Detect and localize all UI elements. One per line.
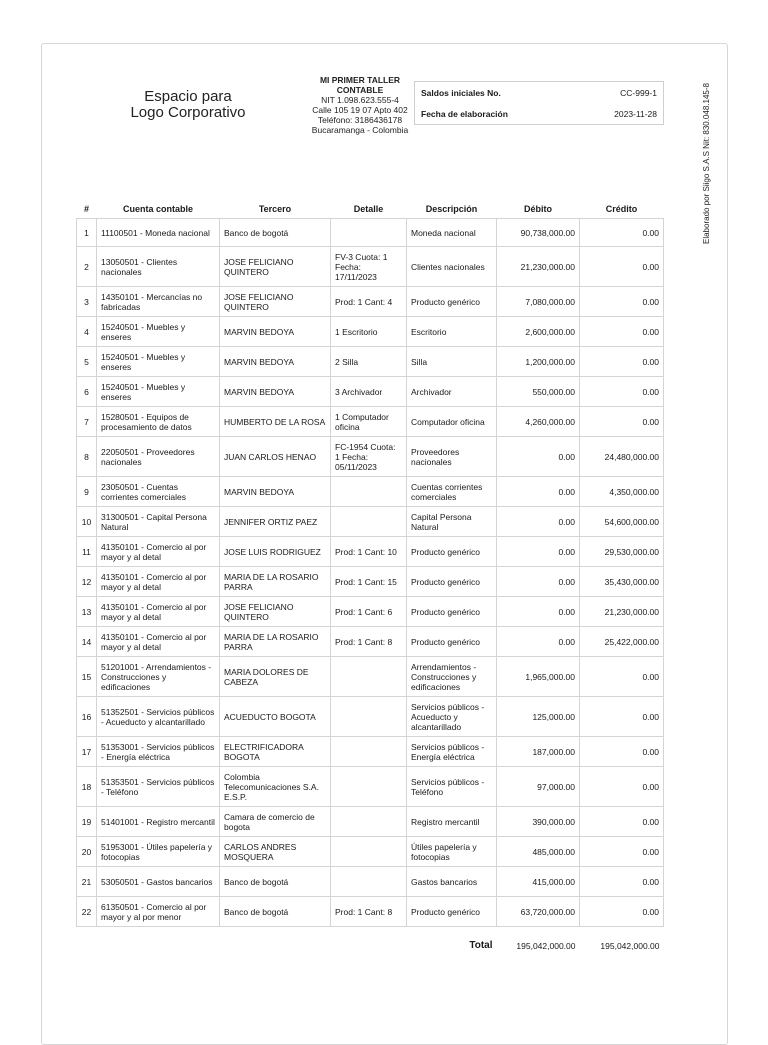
cell-debit: 90,738,000.00 [497, 219, 580, 247]
logo-line-2: Logo Corporativo [130, 104, 246, 121]
ledger-table [76, 200, 664, 952]
cell-index: 9 [77, 477, 97, 507]
cell-detail: 1 Escritorio [331, 317, 407, 347]
cell-debit: 0.00 [497, 477, 580, 507]
cell-description: Computador oficina [407, 407, 497, 437]
cell-credit: 4,350,000.00 [580, 477, 664, 507]
cell-third-party: Banco de bogotá [220, 867, 331, 897]
header-credit: Crédito [605, 204, 638, 214]
cell-credit: 0.00 [580, 837, 664, 867]
cell-debit: 2,600,000.00 [497, 317, 580, 347]
cell-index: 7 [77, 407, 97, 437]
cell-debit: 390,000.00 [497, 807, 580, 837]
cell-account: 15240501 - Muebles y enseres [97, 347, 220, 377]
table-row [77, 507, 664, 537]
cell-account: 41350101 - Comercio al por mayor y al detal [97, 567, 220, 597]
cell-debit: 63,720,000.00 [497, 897, 580, 927]
cell-third-party: ACUEDUCTO BOGOTA [220, 697, 331, 737]
cell-description: Producto genérico [407, 567, 497, 597]
cell-detail [331, 219, 407, 247]
table-row [77, 347, 664, 377]
cell-third-party: JUAN CARLOS HENAO [220, 437, 331, 477]
doc-number-value: CC-999-1 [620, 87, 657, 98]
cell-debit: 0.00 [497, 437, 580, 477]
table-row [77, 567, 664, 597]
header-debit: Débito [524, 204, 552, 214]
cell-description: Producto genérico [407, 897, 497, 927]
header-detail: Detalle [353, 204, 384, 214]
cell-credit: 0.00 [580, 317, 664, 347]
company-address: Calle 105 19 07 Apto 402 [312, 105, 408, 115]
table-header-row [77, 200, 664, 219]
cell-third-party: HUMBERTO DE LA ROSA [220, 407, 331, 437]
cell-detail [331, 697, 407, 737]
cell-detail: Prod: 1 Cant: 8 [331, 627, 407, 657]
table-row [77, 897, 664, 927]
cell-index: 12 [77, 567, 97, 597]
cell-credit: 25,422,000.00 [580, 627, 664, 657]
cell-account: 23050501 - Cuentas corrientes comerciales [97, 477, 220, 507]
cell-description: Archivador [407, 377, 497, 407]
cell-index: 6 [77, 377, 97, 407]
cell-index: 19 [77, 807, 97, 837]
cell-debit: 21,230,000.00 [497, 247, 580, 287]
doc-number-label: Saldos iniciales No. [421, 87, 501, 98]
header-index: # [83, 204, 89, 214]
cell-credit: 0.00 [580, 737, 664, 767]
cell-credit: 54,600,000.00 [580, 507, 664, 537]
cell-third-party: MARVIN BEDOYA [220, 317, 331, 347]
cell-index: 16 [77, 697, 97, 737]
table-row [77, 377, 664, 407]
cell-third-party: Banco de bogotá [220, 219, 331, 247]
cell-index: 3 [77, 287, 97, 317]
cell-index: 4 [77, 317, 97, 347]
cell-account: 14350101 - Mercancías no fabricadas [97, 287, 220, 317]
doc-number-row [415, 82, 663, 103]
cell-account: 41350101 - Comercio al por mayor y al detal [97, 537, 220, 567]
cell-credit: 21,230,000.00 [580, 597, 664, 627]
table-row [77, 597, 664, 627]
cell-account: 41350101 - Comercio al por mayor y al detal [97, 597, 220, 627]
cell-index: 8 [77, 437, 97, 477]
cell-account: 51201001 - Arrendamientos - Construcciones y edificaciones [97, 657, 220, 697]
cell-account: 13050501 - Clientes nacionales [97, 247, 220, 287]
cell-third-party: Banco de bogotá [220, 897, 331, 927]
cell-detail: FC-1954 Cuota: 1 Fecha: 05/11/2023 [331, 437, 407, 477]
cell-detail: Prod: 1 Cant: 10 [331, 537, 407, 567]
cell-account: 31300501 - Capital Persona Natural [97, 507, 220, 537]
cell-third-party: JOSE FELICIANO QUINTERO [220, 287, 331, 317]
cell-debit: 0.00 [497, 507, 580, 537]
total-label: Total [469, 940, 493, 951]
company-name: MI PRIMER TALLER CONTABLE [319, 75, 401, 95]
cell-index: 22 [77, 897, 97, 927]
cell-detail: 3 Archivador [331, 377, 407, 407]
cell-detail [331, 807, 407, 837]
cell-detail: Prod: 1 Cant: 4 [331, 287, 407, 317]
cell-credit: 0.00 [580, 867, 664, 897]
table-row [77, 437, 664, 477]
cell-third-party: JOSE FELICIANO QUINTERO [220, 247, 331, 287]
cell-account: 51401001 - Registro mercantil [97, 807, 220, 837]
cell-account: 51953001 - Útiles papelería y fotocopias [97, 837, 220, 867]
cell-description: Producto genérico [407, 597, 497, 627]
cell-index: 13 [77, 597, 97, 627]
cell-credit: 0.00 [580, 347, 664, 377]
table-row [77, 317, 664, 347]
cell-debit: 0.00 [497, 597, 580, 627]
table-row [77, 627, 664, 657]
cell-detail: Prod: 1 Cant: 8 [331, 897, 407, 927]
company-nit: NIT 1.098.623.555-4 [321, 95, 399, 105]
cell-index: 1 [77, 219, 97, 247]
cell-detail [331, 767, 407, 807]
cell-description: Servicios públicos - Energía eléctrica [407, 737, 497, 767]
cell-third-party: MARIA DE LA ROSARIO PARRA [220, 627, 331, 657]
doc-date-value: 2023-11-28 [614, 108, 657, 119]
cell-credit: 29,530,000.00 [580, 537, 664, 567]
cell-credit: 0.00 [580, 287, 664, 317]
table-row [77, 657, 664, 697]
cell-description: Clientes nacionales [407, 247, 497, 287]
cell-third-party: MARIA DOLORES DE CABEZA [220, 657, 331, 697]
cell-debit: 97,000.00 [497, 767, 580, 807]
cell-description: Registro mercantil [407, 807, 497, 837]
cell-credit: 0.00 [580, 657, 664, 697]
cell-credit: 24,480,000.00 [580, 437, 664, 477]
cell-detail [331, 737, 407, 767]
cell-description: Servicios públicos - Acueducto y alcantarillado [407, 697, 497, 737]
cell-index: 2 [77, 247, 97, 287]
cell-debit: 0.00 [497, 627, 580, 657]
cell-detail [331, 507, 407, 537]
table-row [77, 737, 664, 767]
cell-third-party: MARIA DE LA ROSARIO PARRA [220, 567, 331, 597]
header-description: Descripción [425, 204, 478, 214]
cell-description: Cuentas corrientes comerciales [407, 477, 497, 507]
cell-debit: 0.00 [497, 537, 580, 567]
cell-detail [331, 837, 407, 867]
header-third-party: Tercero [258, 204, 292, 214]
logo-placeholder [118, 89, 258, 121]
total-row [77, 927, 664, 953]
cell-debit: 4,260,000.00 [497, 407, 580, 437]
cell-detail [331, 657, 407, 697]
cell-debit: 0.00 [497, 567, 580, 597]
cell-description: Silla [407, 347, 497, 377]
cell-credit: 0.00 [580, 219, 664, 247]
cell-index: 11 [77, 537, 97, 567]
company-info [300, 75, 420, 135]
cell-debit: 1,200,000.00 [497, 347, 580, 377]
table-row [77, 407, 664, 437]
cell-account: 61350501 - Comercio al por mayor y al por menor [97, 897, 220, 927]
cell-description: Capital Persona Natural [407, 507, 497, 537]
cell-debit: 187,000.00 [497, 737, 580, 767]
cell-account: 51353501 - Servicios públicos - Teléfono [97, 767, 220, 807]
cell-credit: 0.00 [580, 377, 664, 407]
cell-detail: 2 Silla [331, 347, 407, 377]
cell-detail: Prod: 1 Cant: 15 [331, 567, 407, 597]
cell-third-party: Camara de comercio de bogota [220, 807, 331, 837]
cell-account: 15240501 - Muebles y enseres [97, 377, 220, 407]
cell-debit: 125,000.00 [497, 697, 580, 737]
cell-description: Gastos bancarios [407, 867, 497, 897]
cell-detail [331, 477, 407, 507]
cell-credit: 0.00 [580, 247, 664, 287]
cell-credit: 35,430,000.00 [580, 567, 664, 597]
cell-description: Arrendamientos - Construcciones y edificaciones [407, 657, 497, 697]
watermark-text: Elaborado por Siigo S.A.S Nit: 830.048.145-8 [702, 83, 711, 244]
cell-index: 18 [77, 767, 97, 807]
ledger-body [77, 219, 664, 927]
table-row [77, 287, 664, 317]
cell-description: Producto genérico [407, 627, 497, 657]
table-row [77, 867, 664, 897]
cell-third-party: MARVIN BEDOYA [220, 347, 331, 377]
cell-description: Moneda nacional [407, 219, 497, 247]
cell-account: 15280501 - Equipos de procesamiento de datos [97, 407, 220, 437]
table-row [77, 807, 664, 837]
table-row [77, 697, 664, 737]
cell-debit: 7,080,000.00 [497, 287, 580, 317]
table-row [77, 219, 664, 247]
cell-credit: 0.00 [580, 807, 664, 837]
cell-credit: 0.00 [580, 897, 664, 927]
total-credit: 195,042,000.00 [600, 941, 660, 951]
cell-debit: 415,000.00 [497, 867, 580, 897]
cell-detail: FV-3 Cuota: 1 Fecha: 17/11/2023 [331, 247, 407, 287]
header-account: Cuenta contable [122, 204, 193, 214]
table-row [77, 837, 664, 867]
cell-debit: 550,000.00 [497, 377, 580, 407]
cell-index: 10 [77, 507, 97, 537]
cell-third-party: JOSE FELICIANO QUINTERO [220, 597, 331, 627]
cell-credit: 0.00 [580, 767, 664, 807]
cell-account: 51352501 - Servicios públicos - Acueducto y alcantarillado [97, 697, 220, 737]
document-info-box [414, 81, 664, 125]
cell-account: 15240501 - Muebles y enseres [97, 317, 220, 347]
cell-account: 22050501 - Proveedores nacionales [97, 437, 220, 477]
cell-third-party: Colombia Telecomunicaciones S.A. E.S.P. [220, 767, 331, 807]
cell-index: 17 [77, 737, 97, 767]
cell-description: Producto genérico [407, 287, 497, 317]
cell-description: Útiles papelería y fotocopias [407, 837, 497, 867]
cell-description: Producto genérico [407, 537, 497, 567]
cell-index: 15 [77, 657, 97, 697]
cell-account: 53050501 - Gastos bancarios [97, 867, 220, 897]
cell-third-party: JENNIFER ORTIZ PAEZ [220, 507, 331, 537]
cell-debit: 485,000.00 [497, 837, 580, 867]
table-row [77, 537, 664, 567]
cell-detail: Prod: 1 Cant: 6 [331, 597, 407, 627]
cell-description: Escritorio [407, 317, 497, 347]
cell-third-party: JOSE LUIS RODRIGUEZ [220, 537, 331, 567]
cell-detail [331, 867, 407, 897]
total-debit: 195,042,000.00 [516, 941, 576, 951]
cell-detail: 1 Computador oficina [331, 407, 407, 437]
cell-description: Proveedores nacionales [407, 437, 497, 477]
table-row [77, 247, 664, 287]
cell-account: 11100501 - Moneda nacional [97, 219, 220, 247]
cell-account: 41350101 - Comercio al por mayor y al detal [97, 627, 220, 657]
cell-index: 14 [77, 627, 97, 657]
doc-date-row [415, 103, 663, 124]
company-city: Bucaramanga - Colombia [311, 125, 409, 135]
cell-debit: 1,965,000.00 [497, 657, 580, 697]
cell-credit: 0.00 [580, 407, 664, 437]
cell-index: 20 [77, 837, 97, 867]
doc-date-label: Fecha de elaboración [421, 108, 508, 119]
logo-line-1: Espacio para [144, 88, 232, 105]
table-row [77, 767, 664, 807]
cell-third-party: MARVIN BEDOYA [220, 477, 331, 507]
company-phone: Teléfono: 3186436178 [317, 115, 403, 125]
cell-third-party: ELECTRIFICADORA BOGOTA [220, 737, 331, 767]
cell-third-party: MARVIN BEDOYA [220, 377, 331, 407]
cell-account: 51353001 - Servicios públicos - Energía eléctrica [97, 737, 220, 767]
cell-index: 5 [77, 347, 97, 377]
cell-third-party: CARLOS ANDRES MOSQUERA [220, 837, 331, 867]
table-row [77, 477, 664, 507]
cell-index: 21 [77, 867, 97, 897]
cell-description: Servicios públicos - Teléfono [407, 767, 497, 807]
cell-credit: 0.00 [580, 697, 664, 737]
